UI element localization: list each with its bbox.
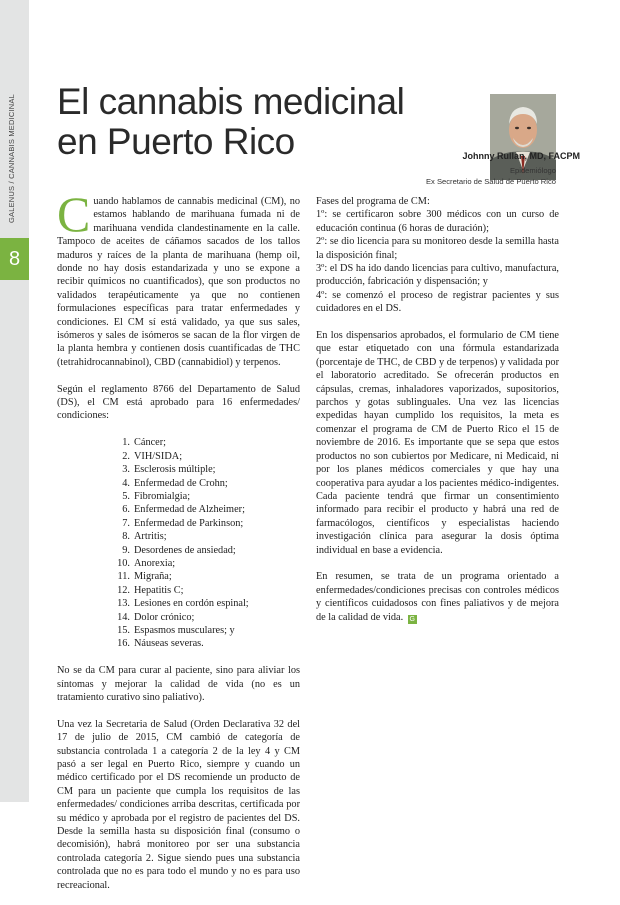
- author-role-line-1: Epidemiólogo: [509, 166, 556, 175]
- intro-paragraph: [57, 186, 300, 369]
- article-title: [57, 82, 457, 162]
- phase-item: 1º: se certificaron sobre 300 médicos con un curso de educación continua (6 horas de duración);: [316, 209, 559, 234]
- author-role-line-2: Ex Secretario de Salud de Puerto Rico: [425, 176, 556, 186]
- summary-text: En resumen, se trata de un programa orientado a enfermedades/condiciones precisas con controles médicos y científicos cuidadosos con fines paliativos y de mejora de la calidad de vida.: [316, 571, 559, 623]
- list-item: 11. Migraña;: [117, 571, 172, 583]
- phase-item: 4º: se comenzó el proceso de registrar pacientes y sus cuidadores en el DS.: [316, 289, 559, 315]
- column-right: [316, 195, 559, 637]
- title-line-2: en Puerto Rico: [57, 121, 295, 162]
- phases-paragraph: [316, 195, 559, 316]
- list-item: 6. Enfermedad de Alzheimer;: [122, 504, 245, 516]
- list-item: 1. Cáncer;: [122, 437, 167, 449]
- section-label: GALENUS / CANNABIS MEDICINAL: [7, 94, 16, 223]
- not-cure-paragraph: No se da CM para curar al paciente, sino para aliviar los síntomas y mejorar la calidad de vida (no es un tratamiento curativo sino paliativo).: [57, 665, 300, 703]
- list-item: 16. Náuseas severas.: [117, 638, 204, 650]
- author-name: Johnny Rullan, MD, FACPM: [462, 151, 580, 161]
- category-change-paragraph: Una vez la Secretaria de Salud (Orden Declarativa 32 del 17 de julio de 2015, CM cambió de categoría de substancia controlada 1 a categoría 2 de la ley 4 y CM pasó a ser legal en Puerto Rico, siempre y cuando un médico certificado por el DS recomiende un producto de CM para un paciente que cumpla los requisitos de las enfermedades/ condiciones arriba descritas, certificada por su médico y aprobada por el registro de pacientes del DS. Desde la semilla hasta su disposición final (consumo o decomisión), habrá monitoreo por ser una substancia controlada categoría 2. Sigue siendo pues una substancia controlada que no es para todo el mundo y no es para uso recreacional.: [57, 718, 300, 891]
- drop-cap: C: [57, 186, 91, 242]
- dispensaries-paragraph: En los dispensarios aprobados, el formulario de CM tiene que estar etiquetado con una fórmula estandarizada (porcentaje de THC, de CBD y de terpenos) y validada por el laboratorio acreditado. Se ofrecerán productos en cápsulas, cremas, inhaladores vaporizados, supositorios, parchos y gotas sublinguales. Una vez las licencias expedidas hayan cumplido los requisitos, la meta es comenzar el programa de CM de Puerto Rico el 15 de noviembre de 2016. Es importante que se sepa que estos productos no son cubiertos por Medicare, ni Medicaid, ni por los planes médicos comerciales y que hay una cooperativa para ayudar a los pacientes médico-indigentes. Cada paciente tendrá que firmar un consentimiento informado para recibir el producto y habrá una red de farmacólogos, científicos y especialistas haciendo investigación clínica para asegurar la dosis óptima individual en base a evidencia.: [316, 330, 559, 556]
- list-item: 5. Fibromialgia;: [122, 490, 191, 502]
- phase-item: 3º: el DS ha ido dando licencias para cultivo, manufactura, producción, fabricación y dispensación; y: [316, 263, 559, 288]
- list-item: 14. Dolor crónico;: [117, 611, 195, 623]
- list-item: 15. Espasmos musculares; y: [117, 624, 235, 636]
- summary-paragraph: [316, 570, 559, 624]
- end-mark-icon: G: [409, 615, 415, 623]
- phases-title: Fases del programa de CM:: [316, 196, 430, 207]
- list-item: 2. VIH/SIDA;: [122, 450, 183, 462]
- conditions-list: [57, 436, 300, 651]
- list-item: 10. Anorexia;: [117, 557, 176, 569]
- page-number: 8: [0, 238, 29, 280]
- list-item: 7. Enfermedad de Parkinson;: [122, 517, 244, 529]
- list-item: 8. Artritis;: [122, 531, 167, 543]
- list-item: 9. Desordenes de ansiedad;: [122, 544, 236, 556]
- author-role: [426, 166, 556, 187]
- title-line-1: El cannabis medicinal: [57, 81, 405, 122]
- list-item: 12. Hepatitis C;: [117, 584, 184, 596]
- intro-text: uando hablamos de cannabis medicinal (CM), no estamos hablando de marihuana fumada ni de marihuana vendida clandestinamente en la calle. Tampoco de aceites de cáñamos sacados de los tallos maduros y raíces de la planta de marihuana (hemp oil, donde no hay dosis estandarizada y uno se expone a recibir químicos no cuantificados), que son productos no validados terapéuticamente ya que no contienen formulaciones específicas para tratar enfermedades y condiciones. El CM sí está validado, ya que sus sales, isómeros y sales de isómeros se sacan de la flor virgen de la planta hembra y contienen dosis cuantificadas de THC (tetrahidrocannabinol), CBD (cannabidiol) y terpenos.: [57, 196, 300, 368]
- regulation-paragraph: Según el reglamento 8766 del Departamento de Salud (DS), el CM está aprobado para 16 enfermedades/ condiciones:: [57, 383, 300, 422]
- list-item: 13. Lesiones en cordón espinal;: [117, 598, 249, 610]
- list-item: 3. Esclerosis múltiple;: [122, 464, 216, 476]
- column-left: [57, 186, 300, 905]
- phase-item: 2º: se dio licencia para su monitoreo desde la semilla hasta la disposición final;: [316, 236, 559, 261]
- list-item: 4. Enfermedad de Crohn;: [122, 477, 228, 489]
- sidebar: [0, 0, 29, 802]
